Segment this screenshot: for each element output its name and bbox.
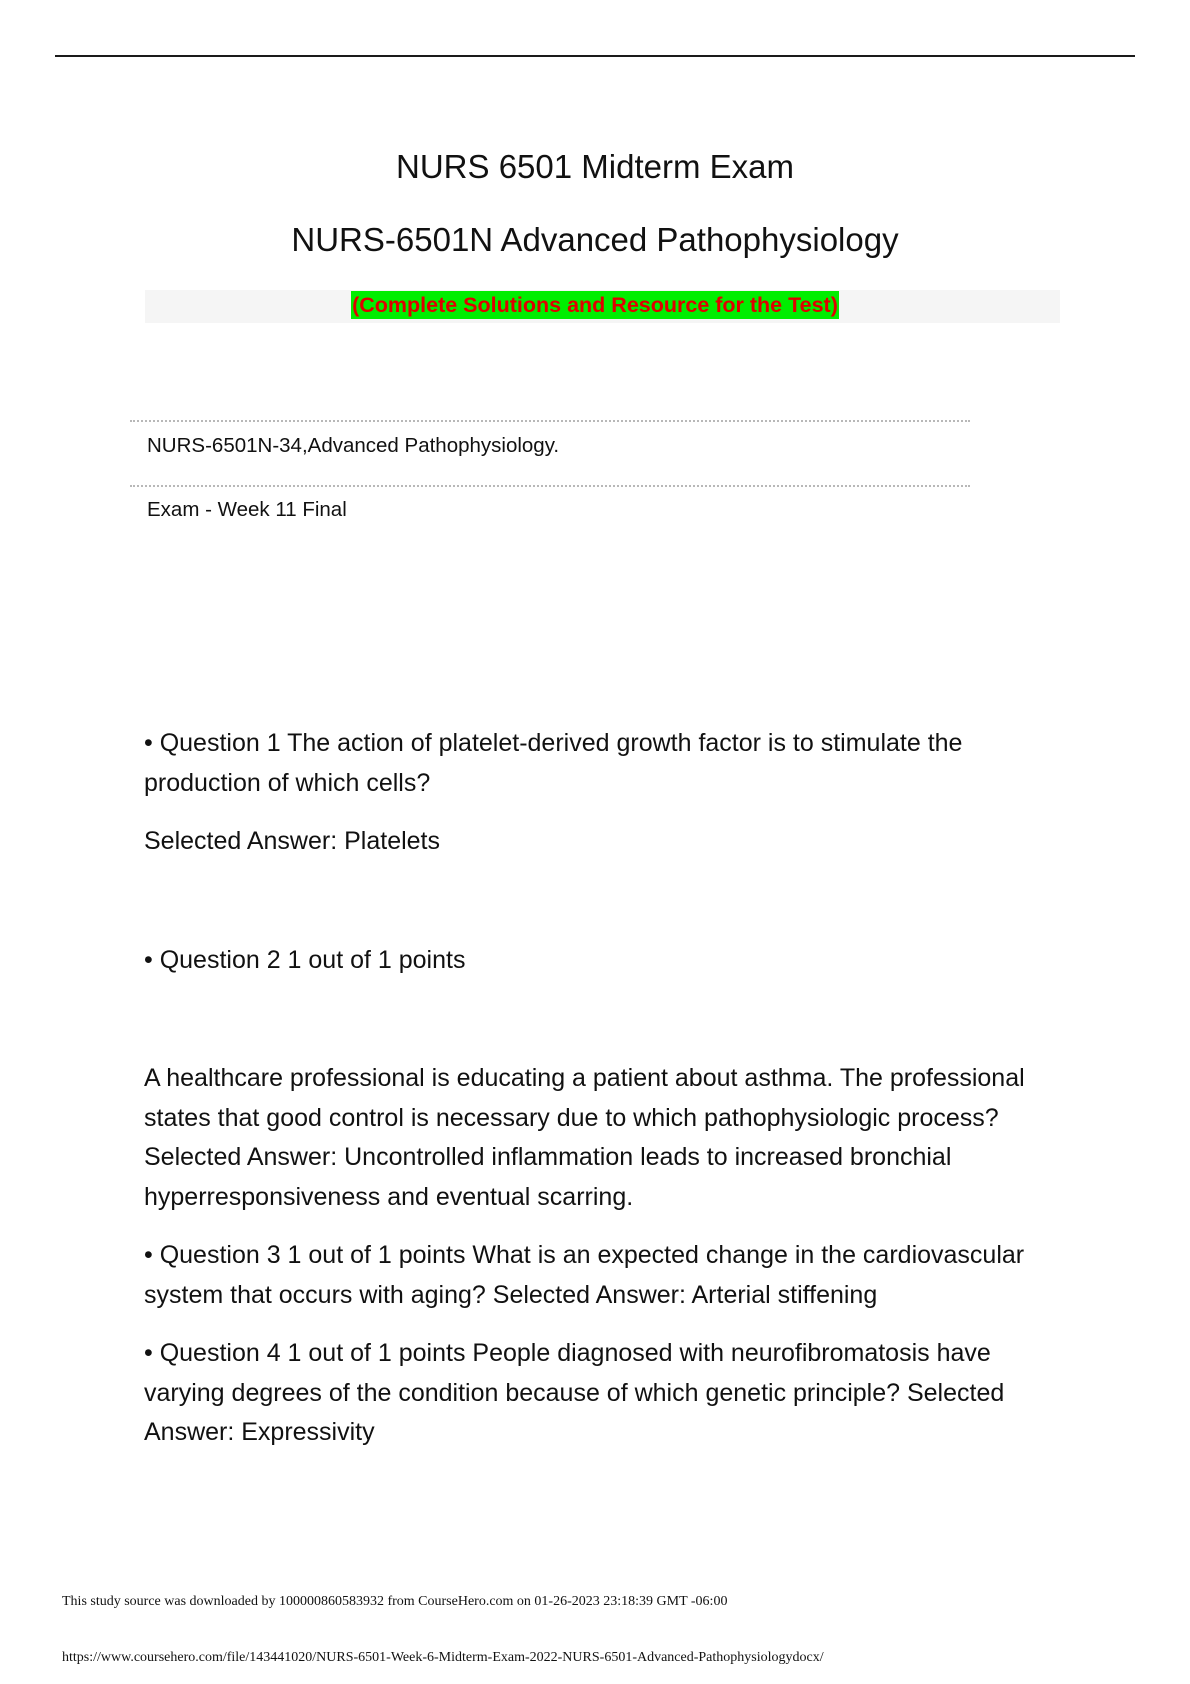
question-2-header: • Question 2 1 out of 1 points bbox=[144, 945, 466, 974]
question-1: • Question 1 The action of platelet-derived growth factor is to stimulate the production of which cells? bbox=[144, 729, 963, 797]
question-1-answer: Selected Answer: Platelets bbox=[144, 827, 440, 855]
document-subtitle: NURS-6501N Advanced Pathophysiology bbox=[291, 221, 899, 258]
top-divider bbox=[55, 55, 1135, 57]
exam-name: Exam - Week 11 Final bbox=[147, 498, 347, 521]
question-2-body: A healthcare professional is educating a patient about asthma. The professional states that good control is necessary due to which pathophysiologic process? Selected Answer: Uncontrolled inflammation leads to increased bronchial hyperresponsiveness and eventual scarring. bbox=[144, 1064, 1025, 1211]
questions-section bbox=[144, 724, 1044, 1453]
source-url[interactable]: https://www.coursehero.com/file/143441020/NURS-6501-Week-6-Midterm-Exam-2022-NURS-6501-Advanced-Pathophysiologydocx/ bbox=[62, 1650, 824, 1665]
download-source-note: This study source was downloaded by 100000860583932 from CourseHero.com on 01-26-2023 23:18:39 GMT -06:00 bbox=[62, 1594, 728, 1609]
document-title: NURS 6501 Midterm Exam bbox=[396, 148, 794, 185]
question-3: • Question 3 1 out of 1 points What is an expected change in the cardiovascular system that occurs with aging? Selected Answer: Arterial stiffening bbox=[144, 1241, 1025, 1309]
dotted-divider bbox=[130, 420, 970, 422]
question-4: • Question 4 1 out of 1 points People diagnosed with neurofibromatosis have varying degrees of the condition because of which genetic principle? Selected Answer: Expressivity bbox=[144, 1339, 1005, 1446]
highlight-note bbox=[0, 293, 1190, 318]
course-name: NURS-6501N-34,Advanced Pathophysiology. bbox=[147, 434, 560, 457]
dotted-divider bbox=[130, 485, 970, 487]
highlight-note-text: (Complete Solutions and Resource for the Test) bbox=[352, 293, 838, 317]
